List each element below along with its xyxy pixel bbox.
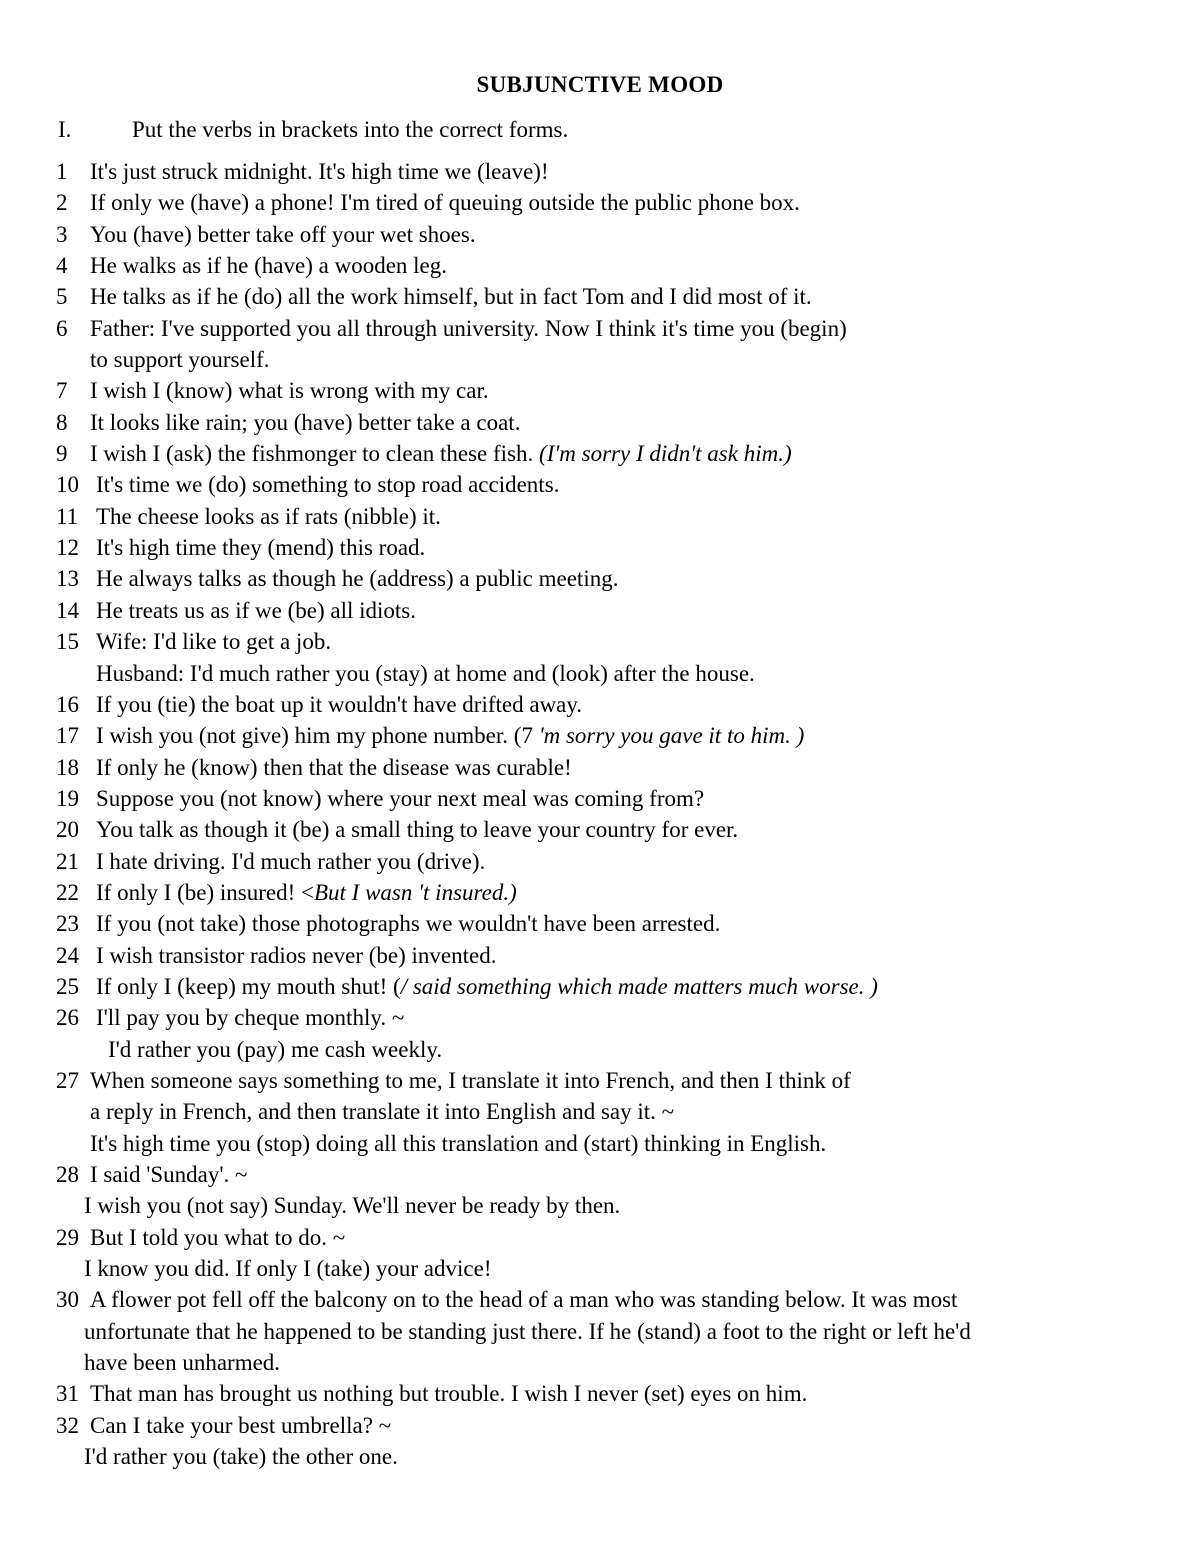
item-text: to support yourself. (90, 347, 270, 373)
list-item (0, 469, 1200, 500)
item-number: 32 (56, 1412, 79, 1438)
list-item (0, 1002, 1200, 1033)
page-title: SUBJUNCTIVE MOOD (476, 72, 724, 97)
item-number: 6 (56, 315, 68, 341)
list-item (0, 752, 1200, 783)
item-number: 30 (56, 1287, 79, 1313)
item-text: If only I (be) insured! < (96, 879, 314, 905)
item-text: I'd rather you (take) the other one. (84, 1444, 398, 1470)
list-item (0, 1410, 1200, 1441)
item-text-wrap (96, 720, 804, 751)
list-item-continuation (0, 1316, 1200, 1347)
item-number: 22 (56, 879, 79, 905)
item-text: I'll pay you by cheque monthly. ~ (96, 1005, 405, 1031)
item-number: 29 (56, 1224, 79, 1250)
item-text: You talk as though it (be) a small thing to leave your country for ever. (96, 817, 739, 843)
item-number: 12 (56, 535, 79, 561)
list-item (0, 720, 1200, 751)
list-item-continuation (0, 1096, 1200, 1127)
list-item (0, 814, 1200, 845)
list-item-continuation (0, 1128, 1200, 1159)
list-item (0, 877, 1200, 908)
list-item (0, 971, 1200, 1002)
item-text: If only he (know) then that the disease was curable! (96, 754, 572, 780)
item-text: It's high time you (stop) doing all this translation and (start) thinking in English. (90, 1130, 827, 1156)
item-text: If you (not take) those photographs we wouldn't have been arrested. (96, 911, 721, 937)
item-text: He walks as if he (have) a wooden leg. (90, 253, 448, 279)
item-number: 26 (56, 1005, 79, 1031)
item-text: The cheese looks as if rats (nibble) it. (96, 503, 441, 529)
item-text: If only I (keep) my mouth shut! ( (96, 973, 401, 999)
list-item (0, 250, 1200, 281)
item-number: 9 (56, 441, 68, 467)
item-number: 17 (56, 723, 79, 749)
list-item (0, 1222, 1200, 1253)
item-text: I'd rather you (pay) me cash weekly. (108, 1036, 443, 1062)
item-text: I wish transistor radios never (be) invented. (96, 942, 497, 968)
item-text: I said 'Sunday'. ~ (90, 1162, 248, 1187)
item-note: 'm sorry you gave it to him. ) (538, 723, 805, 749)
item-text: A flower pot fell off the balcony on to the head of a man who was standing below. It was most (90, 1287, 958, 1313)
list-item-continuation (0, 1034, 1200, 1065)
item-text-wrap (96, 971, 878, 1002)
list-item (0, 563, 1200, 594)
list-item (0, 313, 1200, 344)
list-item (0, 595, 1200, 626)
list-item-continuation (0, 1347, 1200, 1378)
item-text: But I told you what to do. ~ (90, 1224, 346, 1250)
exercise-instruction: Put the verbs in brackets into the correct forms. (132, 117, 569, 142)
list-item (0, 281, 1200, 312)
item-text: If only we (have) a phone! I'm tired of queuing outside the public phone box. (90, 190, 800, 216)
list-item (0, 407, 1200, 438)
item-number: 25 (56, 973, 79, 999)
item-text: Father: I've supported you all through university. Now I think it's time you (begin) (90, 315, 847, 341)
item-text: He always talks as though he (address) a public meeting. (96, 566, 619, 592)
item-number: 1 (56, 159, 68, 184)
item-text: Husband: I'd much rather you (stay) at home and (look) after the house. (96, 660, 755, 686)
item-text: I wish I (ask) the fishmonger to clean these fish. (90, 441, 534, 467)
list-item (0, 1378, 1200, 1409)
item-text: I wish I (know) what is wrong with my car. (90, 378, 489, 404)
list-item (0, 219, 1200, 250)
list-item (0, 187, 1200, 218)
item-number: 10 (56, 472, 79, 498)
list-item (0, 375, 1200, 406)
list-item (0, 156, 1200, 187)
item-number: 4 (56, 253, 68, 279)
item-note: / said something which made matters much worse. ) (400, 973, 878, 999)
item-number: 24 (56, 942, 79, 968)
list-item (0, 532, 1200, 563)
item-note: (I'm sorry I didn't ask him.) (539, 441, 792, 467)
item-number: 18 (56, 754, 79, 780)
item-text: Can I take your best umbrella? ~ (90, 1412, 392, 1438)
item-text: Suppose you (not know) where your next meal was coming from? (96, 785, 705, 811)
item-number: 27 (56, 1067, 79, 1093)
list-item (0, 1284, 1200, 1315)
item-number: 5 (56, 284, 68, 310)
item-number: 7 (56, 378, 68, 404)
exercise-heading (58, 114, 568, 146)
item-text-wrap (90, 438, 792, 469)
item-text: a reply in French, and then translate it into English and say it. ~ (90, 1099, 675, 1125)
exercise-number: I. (58, 117, 72, 142)
item-number: 21 (56, 848, 79, 874)
list-item (0, 438, 1200, 469)
list-item-continuation (0, 1441, 1200, 1472)
item-text: It's just struck midnight. It's high time we (leave)! (90, 159, 549, 184)
list-item (0, 626, 1200, 657)
item-number: 3 (56, 221, 68, 247)
item-text: It looks like rain; you (have) better take a coat. (90, 409, 521, 435)
item-text: I hate driving. I'd much rather you (drive). (96, 848, 486, 874)
item-note: But I wasn 't insured.) (313, 879, 517, 905)
list-item-continuation (0, 344, 1200, 375)
list-item (0, 908, 1200, 939)
list-item-continuation (0, 1190, 1200, 1221)
item-number: 19 (56, 785, 79, 811)
item-text: It's high time they (mend) this road. (96, 535, 426, 561)
item-text: I know you did. If only I (take) your advice! (84, 1256, 492, 1282)
item-text: have been unharmed. (84, 1350, 281, 1376)
item-text: unfortunate that he happened to be standing just there. If he (stand) a foot to the right or left he'd (84, 1318, 971, 1344)
list-item-continuation (0, 1253, 1200, 1284)
item-text: If you (tie) the boat up it wouldn't have drifted away. (96, 691, 583, 717)
item-number: 8 (56, 409, 68, 435)
item-text: He talks as if he (do) all the work himself, but in fact Tom and I did most of it. (90, 284, 812, 310)
item-number: 2 (56, 190, 68, 216)
list-item (0, 940, 1200, 971)
item-number: 15 (56, 629, 79, 655)
item-number: 31 (56, 1381, 79, 1407)
item-number: 20 (56, 817, 79, 843)
item-number: 14 (56, 597, 79, 623)
list-item (0, 1159, 1200, 1190)
item-text: He treats us as if we (be) all idiots. (96, 597, 416, 623)
item-text: I wish you (not say) Sunday. We'll never be ready by then. (84, 1193, 621, 1219)
item-text: That man has brought us nothing but trouble. I wish I never (set) eyes on him. (90, 1381, 808, 1407)
item-number: 11 (56, 503, 79, 529)
item-text: Wife: I'd like to get a job. (96, 629, 332, 655)
exercise-list (0, 156, 1200, 1472)
item-number: 13 (56, 566, 79, 592)
list-item (0, 783, 1200, 814)
item-text: I wish you (not give) him my phone number. (7 (96, 723, 533, 749)
list-item (0, 846, 1200, 877)
item-text: It's time we (do) something to stop road accidents. (96, 472, 560, 498)
list-item (0, 501, 1200, 532)
list-item (0, 1065, 1200, 1096)
list-item (0, 689, 1200, 720)
item-text-wrap (96, 877, 517, 908)
item-number: 23 (56, 911, 79, 937)
item-number: 28 (56, 1162, 79, 1187)
item-text: When someone says something to me, I translate it into French, and then I think of (90, 1067, 851, 1093)
item-text: You (have) better take off your wet shoes. (90, 221, 476, 247)
list-item-continuation (0, 658, 1200, 689)
item-number: 16 (56, 691, 79, 717)
